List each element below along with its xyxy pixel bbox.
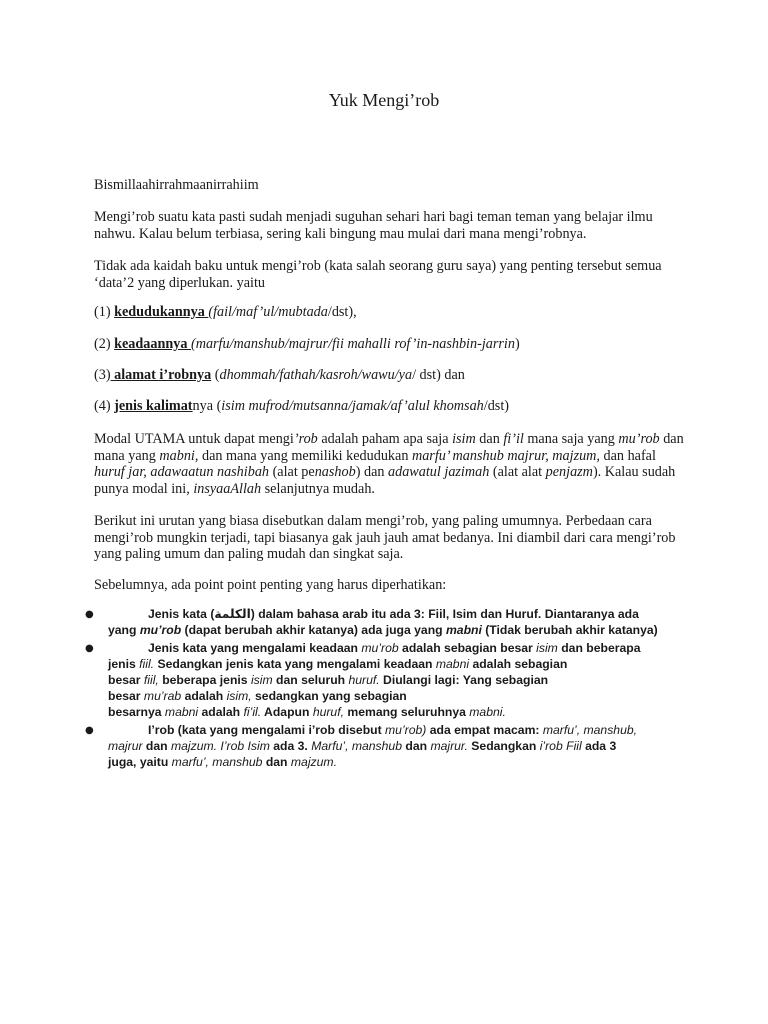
text-run: adalah [198, 705, 244, 719]
bullet-item-jenis-kata [0, 606, 668, 638]
item-number: (3) [94, 367, 111, 383]
item-detail: (fail/maf’ul/mubtada [208, 304, 328, 320]
text-run: dan [401, 739, 431, 753]
text-run: ’rob [293, 431, 318, 447]
text-run: Sedangkan [467, 739, 540, 753]
text-run: ada 3 [581, 739, 617, 753]
text-run: huruf. [348, 673, 380, 687]
text-run: adalah sebagian besar [398, 641, 537, 655]
text-run: majzum. I’rob Isim [171, 739, 270, 753]
text-run: dan [475, 431, 504, 447]
item-number: (4) [94, 398, 115, 414]
paragraph-urutan: Berikut ini urutan yang biasa disebutkan dalam mengi’rob, yang paling umumnya. Perbedaan cara mengi’rob mungkin terjadi, tapi biasanya gak jauh jauh amat bedanya. Ini diambil dari cara mengi’rob yang paling umum dan paling mudah dan singkat saja. [94, 513, 676, 562]
item-key: alamat i’robnya [110, 367, 212, 383]
text-run: beberapa jenis [158, 673, 251, 687]
text-run: marfu’, manshub, [542, 723, 638, 737]
text-run: adawatul jazimah [388, 464, 490, 480]
bullet-line [108, 754, 668, 770]
bullet-dot-icon: ● [85, 725, 94, 736]
text-run: marfu’ manshub majrur, majzum, [411, 447, 600, 464]
paragraph-modal-utama [94, 431, 684, 497]
text-run: Adapun [261, 705, 313, 719]
text-run: mu’rob) [385, 723, 427, 737]
paragraph-kaidah: Tidak ada kaidah baku untuk mengi’rob (kata salah seorang guru saya) yang penting tersebut semua ‘data’2 yang diperlukan. yaitu [94, 258, 662, 291]
text-run: adalah [181, 689, 227, 703]
text-run: Marfu’, manshub [311, 739, 402, 753]
bullet-item-irob [0, 722, 668, 770]
text-run: adalah paham apa saja [317, 431, 453, 447]
item-after: nya ( [192, 398, 222, 414]
item-pre: ( [211, 367, 220, 383]
text-run: mu’rob [361, 641, 399, 655]
item-key: keadaannya [114, 336, 191, 352]
list-item-kedudukan [94, 304, 684, 321]
list-item-alamat [94, 367, 684, 384]
bullet-item-murob [0, 640, 668, 720]
text-run: (alat alat [489, 464, 546, 480]
text-run: mabni [164, 705, 199, 719]
text-run: mana saja yang [523, 431, 619, 447]
greeting: Bismillaahirrahmaanirrahiim [94, 177, 259, 193]
text-run: mabni. [469, 705, 506, 719]
text-run: marfu’, manshub [171, 755, 263, 769]
text-run: dan beberapa [557, 641, 641, 655]
arabic-word: الكلمة [214, 607, 251, 621]
item-detail: (marfu/manshub/majrur/fii mahalli rof’in-nashbin-jarrin [190, 336, 515, 352]
text-run: majrur. [430, 739, 468, 753]
text-run: ) dan [355, 464, 389, 480]
text-run: besarnya [108, 705, 165, 719]
item-tail: /dst) [483, 398, 509, 414]
text-run: mabni [445, 623, 482, 637]
list-item-jenis-kalimat [94, 398, 684, 415]
text-run: majrur [108, 739, 143, 753]
text-run: ). Kalau sudah punya modal ini, [94, 464, 676, 497]
text-run: juga, yaitu [108, 755, 172, 769]
text-run: huruf, [312, 705, 344, 719]
text-run: insyaaAllah [193, 480, 262, 497]
text-run: fiil. [139, 657, 155, 671]
text-run: isim, [226, 689, 252, 703]
text-run: yang [108, 623, 140, 637]
text-run: Diulangi lagi: Yang sebagian [379, 673, 549, 687]
text-run: isim [536, 641, 558, 655]
text-run: dan [142, 739, 171, 753]
bullet-line [108, 622, 668, 638]
text-run: Modal UTAMA untuk dapat mengi [94, 431, 294, 447]
text-run: fi’il. [243, 705, 262, 719]
text-run: fi’il [503, 431, 524, 447]
item-number: (1) [94, 304, 115, 320]
text-run: dan seluruh [272, 673, 349, 687]
text-run: mu’rob [139, 623, 182, 637]
text-run: mu’rob [618, 431, 660, 447]
bullet-line [108, 722, 668, 738]
paragraph-intro: Mengi’rob suatu kata pasti sudah menjadi suguhan sehari hari bagi teman teman yang belajar ilmu nahwu. Kalau belum terbiasa, sering kali bingung mau mulai dari mana mengi’robnya. [94, 209, 653, 242]
text-run: mabni, [159, 447, 199, 464]
text-run: Jenis kata yang mengalami keadaan [148, 641, 362, 655]
item-detail: isim mufrod/mutsanna/jamak/af’alul khomsah [221, 398, 484, 414]
text-run: Sedangkan jenis kata yang mengalami keadaan [154, 657, 436, 671]
paragraph-sebelumnya: Sebelumnya, ada point point penting yang harus diperhatikan: [94, 577, 447, 593]
text-run: selanjutnya mudah. [261, 480, 375, 497]
text-run: memang seluruhnya [343, 705, 470, 719]
text-run: sedangkan yang sebagian [251, 689, 407, 703]
bullet-line [108, 606, 668, 622]
bullet-line [108, 672, 668, 688]
text-run: dan mana yang [94, 431, 684, 464]
bullet-dot-icon: ● [85, 609, 94, 620]
item-key: kedudukannya [114, 304, 209, 320]
item-tail: ) [514, 336, 520, 352]
list-item-keadaan [94, 336, 684, 353]
text-run: fiil, [143, 673, 159, 687]
text-run: majzum. [290, 755, 337, 769]
bullet-line [108, 688, 668, 704]
item-key: jenis kalimat [114, 398, 193, 414]
text-run: mabni [435, 657, 470, 671]
bullet-list [0, 606, 768, 770]
text-run: I’rob (kata yang mengalami i’rob disebut [148, 723, 386, 737]
text-run: penjazm [545, 464, 593, 480]
text-run: adalah sebagian [469, 657, 568, 671]
text-run: (Tidak berubah akhir katanya) [481, 623, 658, 637]
text-run: isim [250, 673, 273, 687]
text-run: dan mana yang memiliki kedudukan [198, 447, 412, 464]
item-tail: /dst), [327, 304, 357, 320]
text-run: Jenis kata ( [148, 607, 215, 621]
item-tail: / dst) dan [412, 367, 465, 383]
text-run: ada empat macam: [426, 723, 543, 737]
item-number: (2) [94, 336, 115, 352]
text-run: i’rob Fiil [539, 739, 582, 753]
text-run: besar [108, 689, 144, 703]
bullet-line [108, 738, 668, 754]
text-run: mu’rab [143, 689, 182, 703]
text-run: (dapat berubah akhir katanya) ada juga yang [181, 623, 446, 637]
bullet-dot-icon: ● [85, 643, 94, 654]
page-title: Yuk Mengi’rob [328, 90, 440, 110]
text-run: isim [452, 431, 476, 447]
text-run: (alat pe [269, 464, 315, 480]
text-run: ) dalam bahasa arab itu ada 3: Fiil, Isim dan Huruf. Diantaranya ada [250, 607, 639, 621]
item-detail: dhommah/fathah/kasroh/wawu/ya [219, 367, 413, 383]
text-run: jenis [108, 657, 140, 671]
text-run: besar [108, 673, 144, 687]
bullet-line [108, 640, 668, 656]
text-run: nashob [314, 464, 356, 480]
text-run: ada 3. [269, 739, 312, 753]
text-run: dan hafal [599, 447, 656, 464]
bullet-line [108, 656, 668, 672]
text-run: dan [262, 755, 291, 769]
bullet-line [108, 704, 668, 720]
text-run: huruf jar, adawaatun nashibah [94, 464, 270, 480]
